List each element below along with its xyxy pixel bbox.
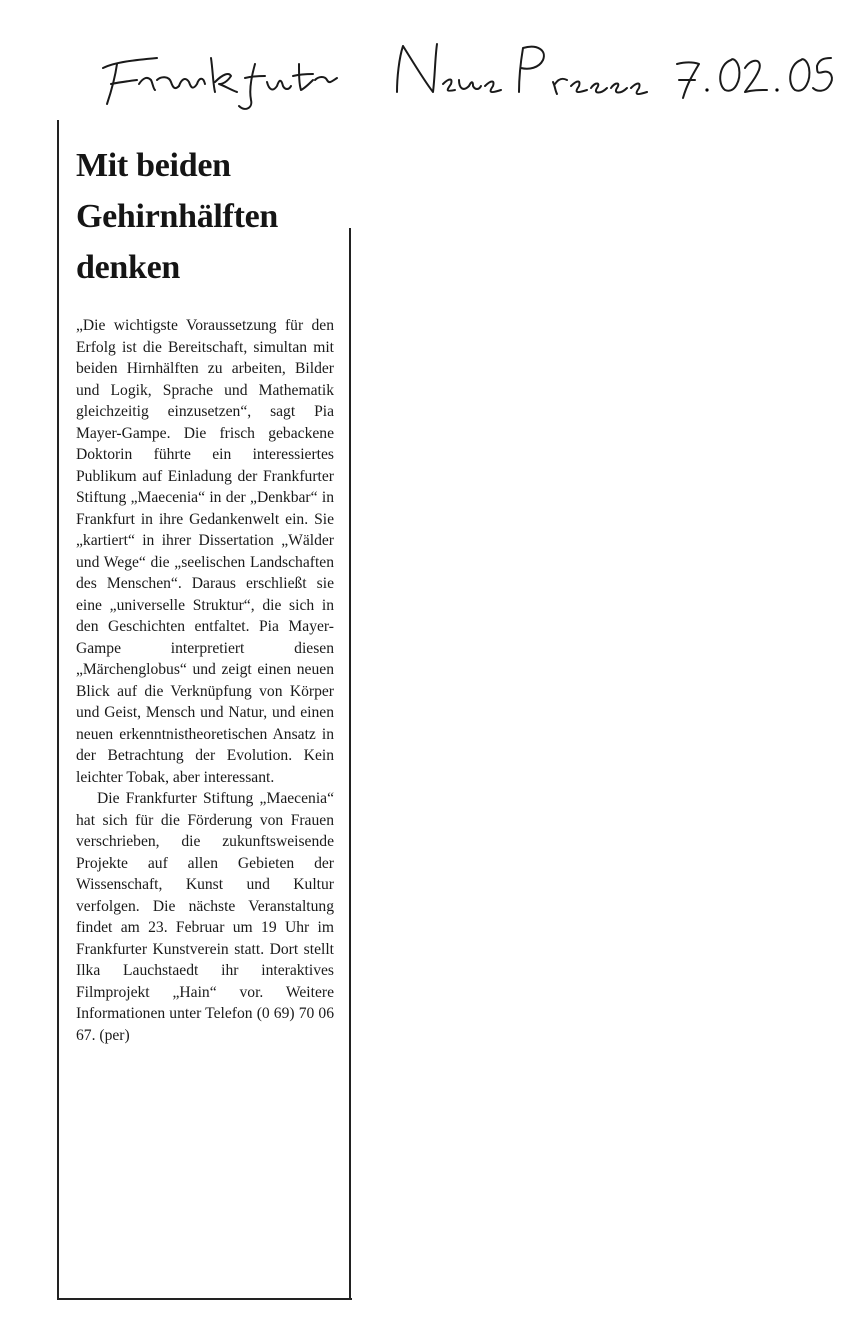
headline-line: denken <box>76 249 181 286</box>
article-headline <box>76 140 334 293</box>
column-rule-left <box>57 120 59 1300</box>
column-rule-right <box>349 228 351 1300</box>
newspaper-article <box>76 140 334 1046</box>
headline-line: Mit beiden <box>76 147 231 184</box>
article-paragraph: „Die wichtigste Voraussetzung für den Erfolg ist die Bereitschaft, simultan mit beiden Hirnhälften zu arbeiten, Bilder und Logik, Sprache und Mathematik gleichzeitig einzusetzen“, sagt Pia Mayer-Gampe. Die frisch gebackene Doktorin führte ein interessiertes Publikum auf Einladung der Frankfurter Stiftung „Maecenia“ in der „Denkbar“ in Frankfurt in ihre Gedankenwelt ein. Sie „kartiert“ in ihrer Dissertation „Wälder und Wege“ die „seelischen Landschaften des Menschen“. Daraus erschließt sie eine „universelle Struktur“, die sich in den Geschichten entfaltet. Pia Mayer-Gampe interpretiert diesen „Märchenglobus“ und zeigt einen neuen Blick auf die Verknüpfung von Körper und Geist, Mensch und Natur, und einen neuen erkenntnistheoretischen Ansatz in der Betrachtung der Evolution. Kein leichter Tobak, aber interessant. <box>76 317 334 786</box>
column-rule-bottom <box>57 1298 352 1300</box>
handwritten-source-note <box>95 28 835 108</box>
handwritten-source-note-drawing <box>95 28 835 108</box>
headline-line: Gehirnhälften <box>76 198 278 235</box>
article-paragraph: Die Frankfurter Stiftung „Maecenia“ hat sich für die Förderung von Frauen verschrieben, die zukunftsweisende Projekte auf allen Gebieten der Wissenschaft, Kunst und Kultur verfolgen. Die nächste Veranstaltung findet am 23. Februar um 19 Uhr im Frankfurter Kunstverein statt. Dort stellt Ilka Lauchstaedt ihr interaktives Filmprojekt „Hain“ vor. Weitere Informationen unter Telefon (0 69) 70 06 67. (per) <box>76 790 334 1044</box>
